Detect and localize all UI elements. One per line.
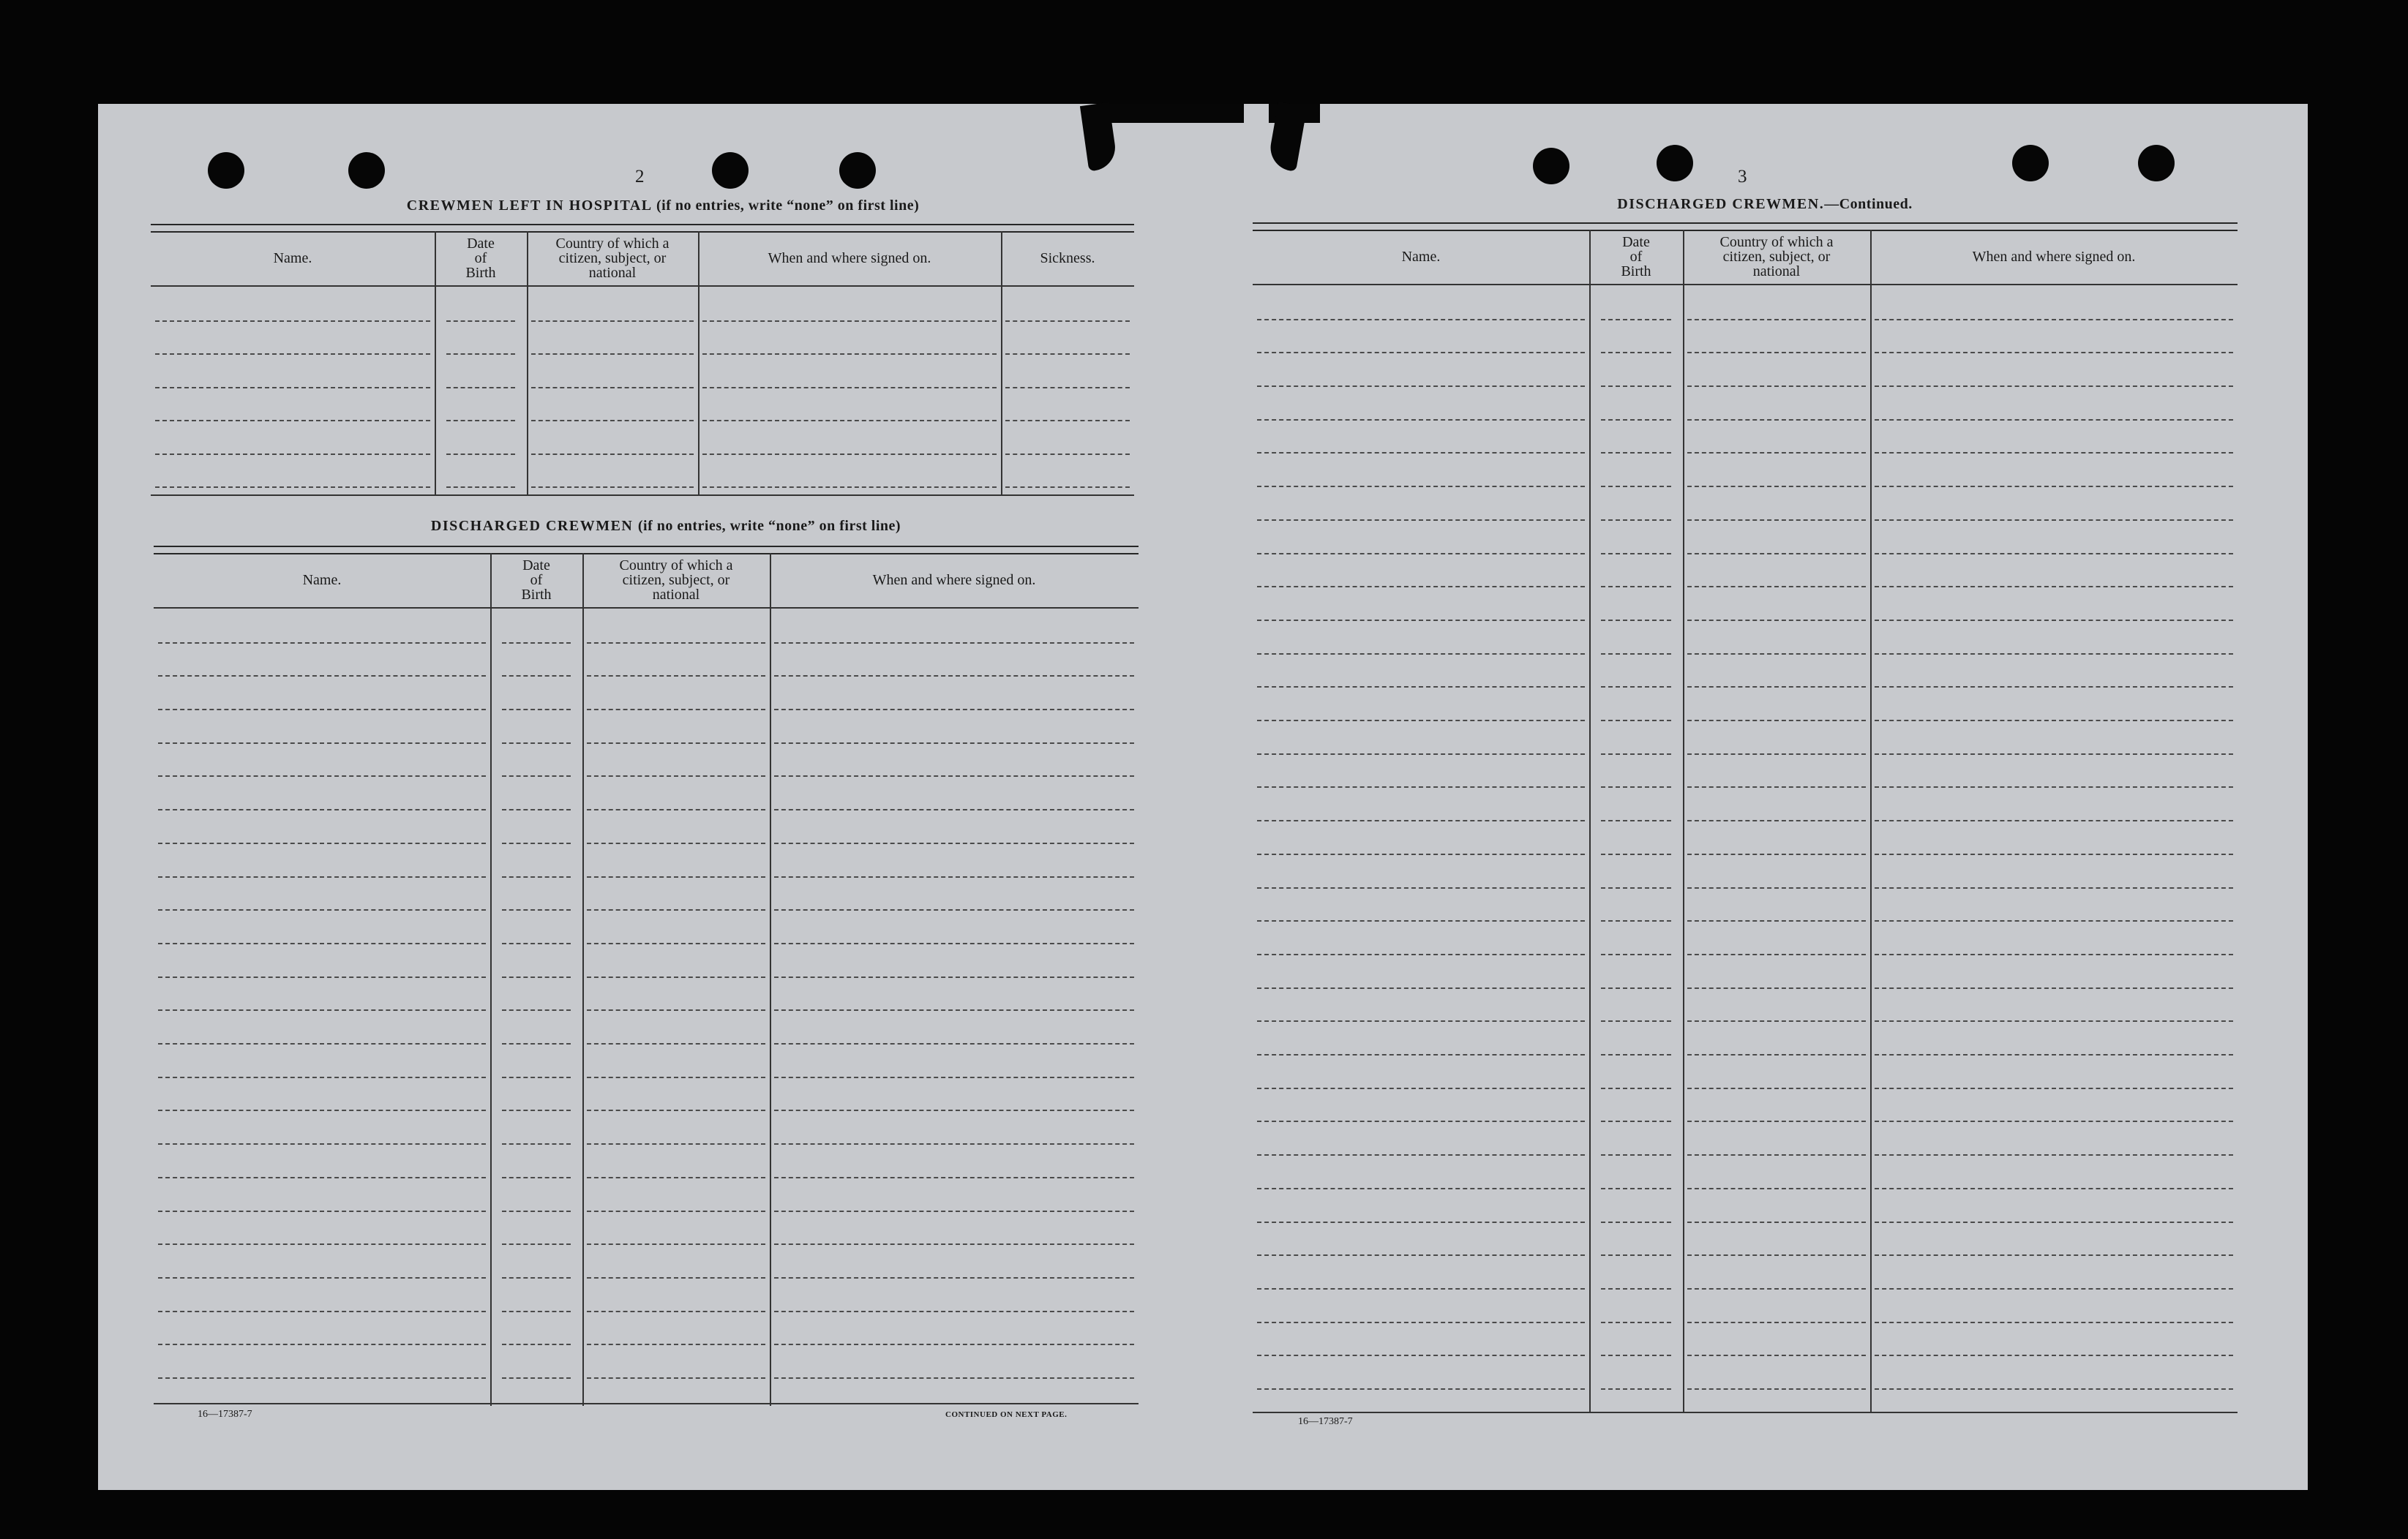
page-number: 3 bbox=[1738, 167, 1747, 187]
table-row bbox=[154, 1344, 1139, 1377]
table-row bbox=[151, 320, 1134, 354]
column-header-name: Name. bbox=[1401, 249, 1441, 265]
section-title-note: (if no entries, write “none” on first line) bbox=[637, 518, 901, 534]
table-row bbox=[154, 809, 1139, 843]
section-title-note: (if no entries, write “none” on first line) bbox=[656, 197, 920, 214]
table-row bbox=[154, 675, 1139, 709]
table-cell bbox=[155, 486, 430, 488]
form-number: 16—17387-7 bbox=[198, 1409, 252, 1420]
table-row bbox=[154, 909, 1139, 943]
section-title-discharged bbox=[154, 518, 1178, 535]
table-row bbox=[1253, 1222, 2238, 1255]
column-header-date-of-birth: Date of Birth bbox=[465, 236, 496, 281]
table-end-rule bbox=[1253, 1412, 2238, 1413]
table-row bbox=[1253, 1020, 2238, 1054]
table-row bbox=[1253, 954, 2238, 987]
table-row bbox=[1253, 787, 2238, 821]
table-cell bbox=[587, 1377, 765, 1379]
table-row bbox=[1253, 987, 2238, 1021]
table-row bbox=[1253, 1154, 2238, 1188]
table-row bbox=[1253, 453, 2238, 486]
section-title-main: DISCHARGED CREWMEN bbox=[430, 518, 634, 534]
column-header-name: Name. bbox=[302, 572, 342, 588]
column-header-date-of-birth: Date of Birth bbox=[521, 557, 552, 603]
table-row bbox=[1253, 1322, 2238, 1355]
punch-hole bbox=[1657, 145, 1693, 181]
column-header-when-where-signed: When and where signed on. bbox=[1972, 249, 2136, 265]
table-row bbox=[1253, 486, 2238, 519]
table-row bbox=[1253, 1288, 2238, 1322]
table-end-rule bbox=[151, 494, 1134, 496]
discharged-table-left bbox=[154, 546, 1139, 1406]
section-title-main: CREWMEN LEFT IN HOSPITAL bbox=[406, 197, 652, 214]
punch-hole bbox=[348, 152, 385, 189]
table-row bbox=[154, 609, 1139, 642]
table-row bbox=[154, 742, 1139, 776]
table-body bbox=[154, 546, 1139, 1406]
table-row bbox=[154, 776, 1139, 810]
table-row bbox=[1253, 419, 2238, 453]
column-header-country: Country of which a citizen, subject, or national bbox=[619, 557, 733, 603]
column-header-when-where-signed: When and where signed on. bbox=[872, 572, 1036, 588]
table-cell bbox=[1875, 1388, 2233, 1390]
table-row bbox=[1253, 1254, 2238, 1288]
continued-note: CONTINUED ON NEXT PAGE. bbox=[945, 1410, 1068, 1419]
table-row bbox=[1253, 686, 2238, 720]
table-row bbox=[154, 977, 1139, 1010]
punch-hole bbox=[208, 152, 244, 189]
table-row bbox=[154, 1177, 1139, 1211]
table-body bbox=[151, 224, 1134, 496]
table-cell bbox=[702, 486, 997, 488]
table-row bbox=[1253, 1188, 2238, 1222]
table-row bbox=[154, 1277, 1139, 1311]
table-row bbox=[154, 1110, 1139, 1144]
table-row bbox=[154, 1243, 1139, 1277]
table-row bbox=[154, 642, 1139, 676]
table-row bbox=[1253, 553, 2238, 587]
table-row bbox=[154, 1009, 1139, 1043]
punch-hole bbox=[839, 152, 876, 189]
table-row bbox=[1253, 285, 2238, 319]
table-row bbox=[1253, 753, 2238, 787]
table-row bbox=[154, 943, 1139, 977]
table-cell bbox=[1257, 1388, 1585, 1390]
table-row bbox=[151, 287, 1134, 320]
table-row bbox=[154, 1311, 1139, 1344]
table-cell bbox=[158, 1377, 486, 1379]
page-number: 2 bbox=[635, 167, 645, 187]
table-row bbox=[1253, 1355, 2238, 1388]
punch-hole bbox=[2012, 145, 2049, 181]
table-row bbox=[1253, 385, 2238, 419]
table-row bbox=[154, 709, 1139, 742]
punch-hole bbox=[712, 152, 749, 189]
table-row bbox=[1253, 887, 2238, 921]
section-title-main: DISCHARGED CREWMEN. bbox=[1617, 196, 1825, 212]
form-number: 16—17387-7 bbox=[1298, 1416, 1353, 1427]
table-row bbox=[1253, 1121, 2238, 1155]
column-header-sickness: Sickness. bbox=[1040, 250, 1095, 266]
table-row bbox=[1253, 620, 2238, 653]
table-row bbox=[151, 454, 1134, 487]
punch-hole bbox=[1533, 148, 1569, 184]
table-row bbox=[154, 876, 1139, 910]
table-row bbox=[1253, 586, 2238, 620]
table-cell bbox=[1005, 486, 1130, 488]
table-row bbox=[1253, 1054, 2238, 1088]
column-header-date-of-birth: Date of Birth bbox=[1621, 234, 1651, 279]
table-row bbox=[151, 387, 1134, 421]
table-row bbox=[1253, 854, 2238, 887]
column-header-country: Country of which a citizen, subject, or national bbox=[1719, 234, 1834, 279]
table-end-rule bbox=[154, 1403, 1139, 1404]
table-row bbox=[154, 843, 1139, 876]
column-header-country: Country of which a citizen, subject, or national bbox=[555, 236, 669, 281]
column-header-when-where-signed: When and where signed on. bbox=[768, 250, 931, 266]
table-row bbox=[151, 353, 1134, 387]
discharged-table-right bbox=[1253, 222, 2238, 1413]
table-row bbox=[154, 1077, 1139, 1110]
table-row bbox=[151, 420, 1134, 454]
table-row bbox=[1253, 519, 2238, 553]
table-cell bbox=[531, 486, 694, 488]
table-row bbox=[1253, 720, 2238, 753]
table-cell bbox=[1687, 1388, 1866, 1390]
table-cell bbox=[446, 486, 515, 488]
table-cell bbox=[774, 1377, 1134, 1379]
column-header-name: Name. bbox=[273, 250, 312, 266]
table-cell bbox=[1601, 1388, 1671, 1390]
table-row bbox=[1253, 653, 2238, 687]
table-row bbox=[154, 1211, 1139, 1244]
table-row bbox=[1253, 352, 2238, 385]
table-body bbox=[1253, 222, 2238, 1413]
table-cell bbox=[502, 1377, 571, 1379]
hospital-table bbox=[151, 224, 1134, 496]
table-row bbox=[1253, 319, 2238, 353]
document-paper bbox=[98, 104, 2308, 1490]
table-row bbox=[154, 1043, 1139, 1077]
table-row bbox=[1253, 1088, 2238, 1121]
section-title-note: —Continued. bbox=[1824, 196, 1913, 212]
table-row bbox=[1253, 920, 2238, 954]
section-title-hospital bbox=[151, 197, 1175, 214]
punch-hole bbox=[2138, 145, 2175, 181]
table-row bbox=[154, 1143, 1139, 1177]
section-title-discharged-continued bbox=[1253, 196, 2277, 213]
table-row bbox=[1253, 820, 2238, 854]
